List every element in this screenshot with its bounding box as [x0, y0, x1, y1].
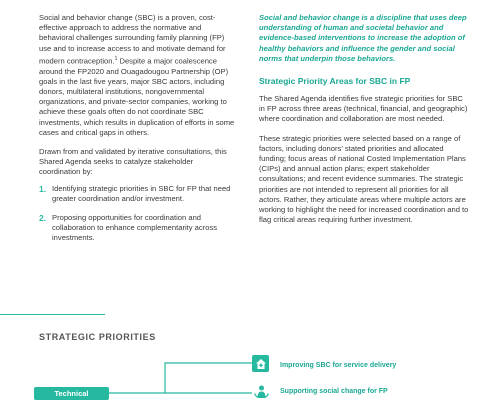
sbc-definition-quote: Social and behavior change is a discipline that uses deep understanding of human and societal behavior and evidence-based interventions to increase the adoption of healthy behaviors and influence the gender and social norms that underpin those behaviors.: [259, 13, 467, 63]
left-column: [39, 13, 235, 253]
list-text: Identifying strategic priorities in SBC for FP that need greater coordination and/or investment.: [52, 183, 231, 203]
house-plus-icon: [252, 355, 269, 372]
goal-list: [39, 184, 235, 244]
section-heading: Strategic Priority Areas for SBC in FP: [259, 76, 411, 87]
intro-paragraph: Social and behavior change (SBC) is a proven, cost-effective approach to address the normative and behavioral challenges surrounding family planning (FP) use and to increase access to and motivate demand for modern contraception.$^1$ Despite a major coalescence around the FP2020 and Ouagadougou Partnership (OP) goals in the last five years, major SBC actors, including donors, multilateral institutions, nongovernmental organizations, and private-sector companies, working to achieve these goals often do not coordinate SBC investments, which results in duplication of efforts in some cases and critical gaps in others.: [39, 13, 235, 137]
list-item: [39, 184, 235, 204]
list-number: 1.: [39, 183, 47, 194]
coordination-paragraph: Drawn from and validated by iterative consultations, this Shared Agenda seeks to catalyze stakeholder coordination by:: [39, 146, 227, 177]
priority-label-social-change: Supporting social change for FP: [280, 388, 388, 395]
list-text: Proposing opportunities for coordination and collaboration to enhance complementarity across investments.: [52, 212, 218, 243]
priorities-paragraph: The Shared Agenda identifies five strategic priorities for SBC in FP across three areas (technical, financial, and geographic) where coordination and collaboration are most needed.: [259, 94, 468, 124]
list-item: [39, 213, 235, 244]
technical-area-label: Technical: [34, 387, 109, 400]
priority-label-service-delivery: Improving SBC for service delivery: [280, 362, 397, 369]
section-divider: [0, 314, 105, 315]
list-number: 2.: [39, 212, 47, 223]
supporting-person-icon: [254, 385, 269, 399]
strategic-priorities-title: STRATEGIC PRIORITIES: [39, 332, 156, 342]
selection-paragraph: These strategic priorities were selected based on a range of factors, including donors’ stated priorities and allocated funding; focus areas of national Costed Implementation Plans (CIPs) and annual action plans; expert stakeholder consultations; and recent evidence summaries. The strategic priorities are not intended to represent all priorities for all actors. Rather, they articulate areas where multiple actors are working to highlight the need for increased coordination and to flag critical areas requiring further investment.: [259, 133, 469, 225]
right-column: [259, 13, 469, 225]
